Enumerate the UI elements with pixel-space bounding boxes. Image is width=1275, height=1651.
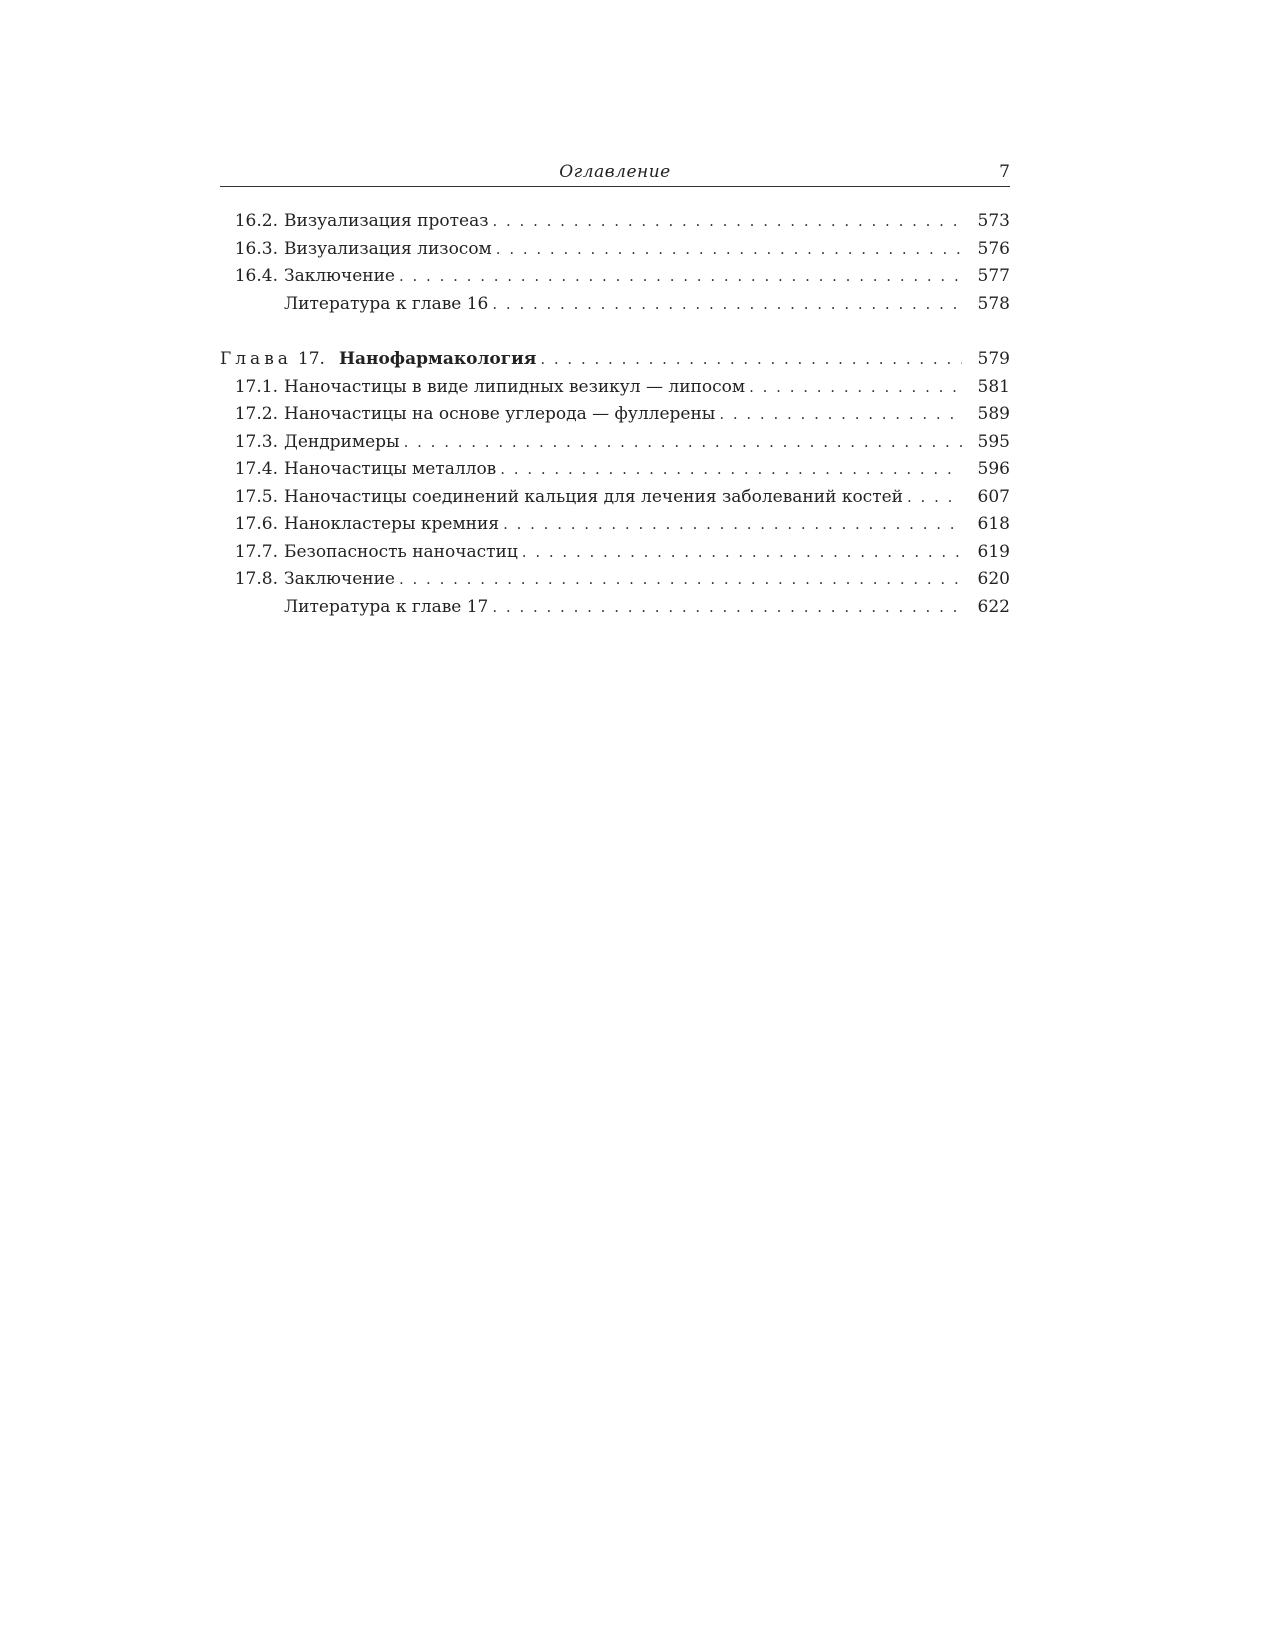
- toc-entry-page: 573: [977, 211, 1010, 231]
- dot-leader: [719, 405, 962, 423]
- table-of-contents: [220, 211, 1010, 624]
- toc-entry-16-3[interactable]: [220, 239, 1010, 267]
- toc-entry-title: Визуализация лизосом: [284, 238, 492, 259]
- toc-entry-title: Безопасность наночастиц: [284, 541, 518, 562]
- toc-entry-16-4[interactable]: [220, 266, 1010, 294]
- dot-leader: [522, 543, 962, 561]
- toc-entry-number: 17.3.: [234, 431, 278, 452]
- toc-entry-page: 595: [977, 431, 1010, 452]
- toc-entry-number: 17.7.: [234, 541, 278, 562]
- dot-leader: [492, 295, 962, 313]
- toc-entry-title: Наночастицы соединений кальция для лечения заболеваний костей: [284, 486, 903, 507]
- toc-entry-page: 618: [977, 514, 1010, 534]
- toc-entry-page: 589: [977, 404, 1010, 424]
- toc-entry-title: Наночастицы металлов: [284, 459, 497, 479]
- running-header-title: Оглавление: [559, 162, 671, 182]
- toc-entry-page: 578: [977, 293, 1010, 314]
- toc-entry-number: 17.6.: [234, 514, 278, 534]
- toc-entry-page: 576: [977, 238, 1010, 259]
- toc-entry-17-6[interactable]: [220, 514, 1010, 542]
- dot-leader: [500, 460, 962, 478]
- toc-entry-17-7[interactable]: [220, 542, 1010, 570]
- dot-leader: [503, 515, 962, 533]
- toc-entry-references-17[interactable]: [220, 597, 1010, 625]
- toc-entry-title: Нанокластеры кремния: [284, 514, 500, 534]
- toc-entry-title: Заключение: [284, 266, 395, 286]
- toc-entry-number: 17.8.: [234, 569, 278, 589]
- toc-entry-title: Литература к главе 16: [284, 293, 489, 314]
- toc-entry-page: 579: [977, 349, 1010, 369]
- toc-entry-page: 620: [977, 569, 1010, 589]
- chapter-title: Нанофармакология: [338, 349, 537, 369]
- dot-leader: [540, 350, 962, 368]
- toc-entry-17-3[interactable]: [220, 432, 1010, 460]
- toc-entry-number: 16.3.: [234, 238, 278, 259]
- toc-chapter-17[interactable]: [220, 349, 1010, 377]
- toc-entry-17-8[interactable]: [220, 569, 1010, 597]
- dot-leader: [492, 598, 962, 616]
- toc-entry-17-2[interactable]: [220, 404, 1010, 432]
- toc-entry-page: 596: [977, 459, 1010, 479]
- toc-entry-16-2[interactable]: [220, 211, 1010, 239]
- dot-leader: [492, 212, 962, 230]
- toc-entry-17-1[interactable]: [220, 377, 1010, 405]
- toc-entry-number: 17.2.: [234, 404, 278, 424]
- toc-entry-title: Литература к главе 17: [284, 596, 489, 617]
- toc-entry-number: 17.4.: [234, 459, 278, 479]
- toc-entry-page: 622: [977, 596, 1010, 617]
- dot-leader: [496, 240, 962, 258]
- toc-entry-number: 16.4.: [234, 266, 278, 286]
- running-header: [220, 160, 1010, 187]
- toc-entry-title: Дендримеры: [284, 431, 400, 452]
- chapter-label: Глава: [220, 349, 292, 369]
- toc-entry-number: 17.1.: [234, 376, 278, 397]
- page-number: 7: [999, 162, 1010, 182]
- toc-entry-17-5[interactable]: [220, 487, 1010, 515]
- dot-leader: [907, 488, 962, 506]
- toc-entry-page: 581: [977, 376, 1010, 397]
- chapter-number: 17.: [297, 349, 325, 369]
- dot-leader: [404, 433, 962, 451]
- toc-entry-title: Наночастицы в виде липидных везикул — липосом: [284, 376, 746, 397]
- toc-entry-title: Визуализация протеаз: [284, 211, 489, 231]
- toc-entry-title: Наночастицы на основе углерода — фуллерены: [284, 404, 716, 424]
- dot-leader: [399, 570, 962, 588]
- toc-entry-number: 16.2.: [234, 211, 278, 231]
- toc-entry-references-16[interactable]: [220, 294, 1010, 322]
- toc-entry-page: 619: [977, 541, 1010, 562]
- dot-leader: [749, 378, 962, 396]
- toc-entry-17-4[interactable]: [220, 459, 1010, 487]
- toc-entry-title: Заключение: [284, 569, 395, 589]
- toc-entry-page: 577: [977, 266, 1010, 286]
- chapter-spacer: [220, 321, 1010, 349]
- toc-entry-page: 607: [977, 486, 1010, 507]
- toc-entry-number: 17.5.: [234, 486, 278, 507]
- dot-leader: [399, 267, 962, 285]
